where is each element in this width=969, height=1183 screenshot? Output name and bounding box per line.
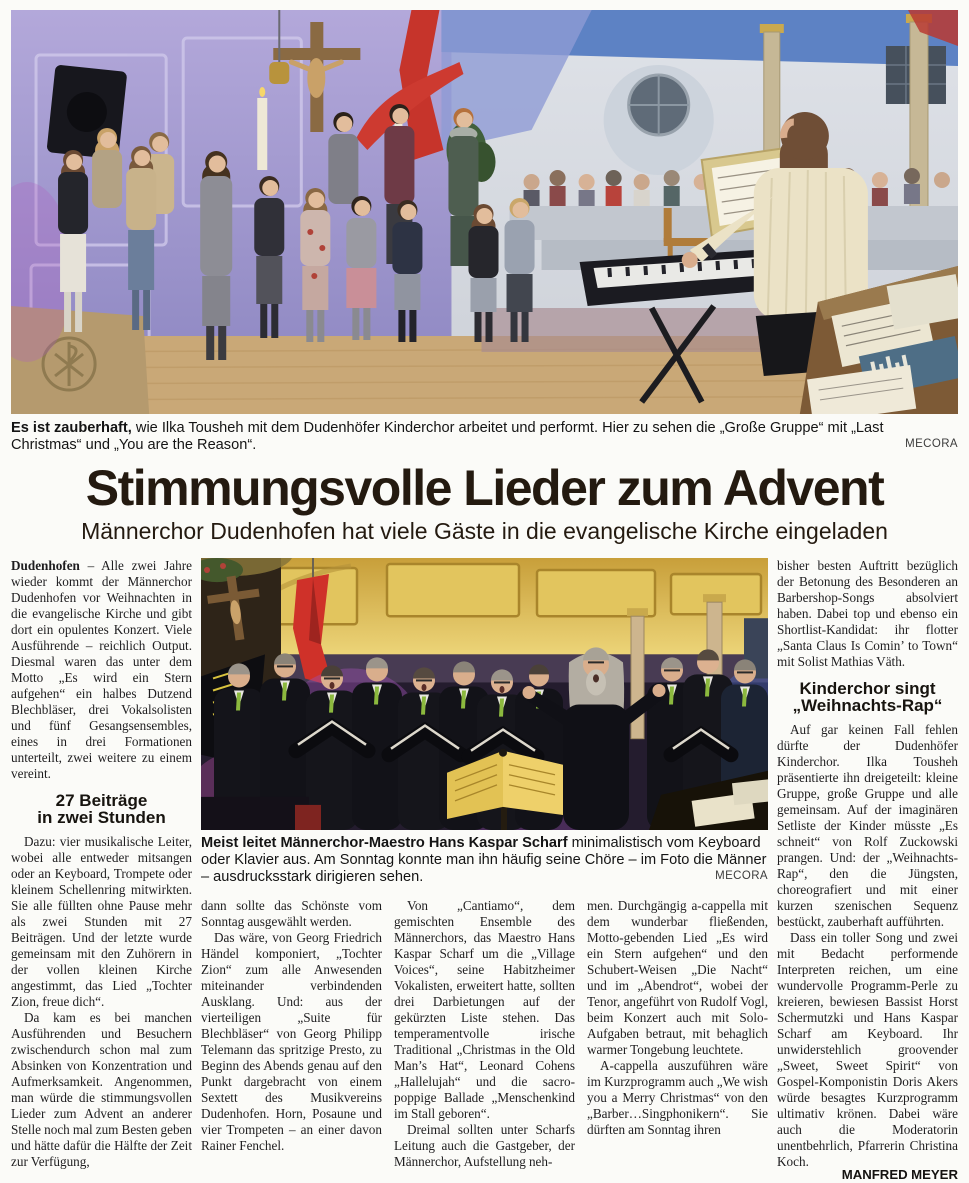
photo-credit: MECORA — [897, 436, 958, 453]
top-photo-caption — [11, 420, 958, 454]
paragraph: bisher besten Auftritt bezüglich der Betonung des Besonderen an Barbershop-Songs absolviert haben. Dabei top und ebenso ein Shortlist-Kandidat: ihr flotter „Santa Claus Is Comin’ to Town“ mit Solist Mathias Väth. — [777, 557, 958, 669]
section-subhead — [11, 792, 192, 826]
paragraph: Dazu: vier musikalische Leiter, wobei alle entweder mitsangen oder an Keyboard, Trompete oder kleinem Schellenring mitwirkten. Sie alle füllten ohne Pause mehr als zwei Stunden mit 27 Beiträgen. Und der letzte wurde gemeinsam mit den Zuhörern in der vollen kleinen Kirche angestimmt, das Lied „Tochter Zion, freue dich“. — [11, 833, 192, 1009]
column-1 — [11, 558, 192, 1183]
article-headline: Stimmungsvolle Lieder zum Advent — [85, 460, 884, 516]
middle-columns — [201, 898, 768, 1179]
caption-lead: Meist leitet Männerchor-Maestro Hans Kaspar Scharf — [201, 834, 568, 851]
top-photo-frame — [11, 10, 958, 414]
paragraph: Da kam es bei manchen Ausführenden und Besuchern zwischendurch schon mal zum Absinken von Konzentration und Aufmerksamkeit. Angenommen, man würde die stimmungsvollen Lieder zum Advent an anderer Stelle noch mal zum Besten geben und hätte dafür die Hälfte der Zeit zur Verfügung, — [11, 1009, 192, 1169]
dateline: Dudenhofen — [11, 557, 80, 573]
middle-section — [201, 558, 768, 1183]
paragraph-text: – Alle zwei Jahre wieder kommt der Männerchor Dudenhofen vor Weihnachten in die evangelische Kirche und gibt dort ein opulentes Konzert. Viele Ausführende – reichlich Output. Diesmal waren das unter dem Motto „Es wird ein Stern aufgehen“ ein halbes Dutzend Blechbläser, drei Vokalsolisten und fünf Gesangsensembles, eines in drei Formationen unterteilt, zwei weitere zu einem vereint. — [11, 557, 192, 781]
column-2 — [201, 898, 382, 1179]
choir-photo — [201, 558, 768, 886]
paragraph: Auf gar keinen Fall fehlen dürfte der Dudenhöfer Kinderchor. Ilka Tousheh präsentierte ihn dreigeteilt: kleine Gruppe, große Gruppe und alle gemeinsam. Auf der imaginären Setliste der Kinder müsste „Es schneit“ von Rolf Zuckowski prangen. Und: der „Weihnachts-Rap“, den die Jüngsten, choreografiert und mit einer kurzen szenischen Sequenz bestückt, zauberhaft aufführten. — [777, 721, 958, 929]
choir-photo-frame — [201, 558, 768, 830]
photo-credit: MECORA — [707, 868, 768, 885]
paragraph: dann sollte das Schönste vom Sonntag ausgewählt werden. — [201, 897, 382, 929]
maennerchor-illustration — [201, 558, 768, 830]
top-photo — [11, 10, 958, 454]
paragraph: Dass ein toller Song und zwei mit Bedacht performende Interpreten reichen, um eine wundervolle Programm-Perle zu kreieren, bewiesen Bassist Horst Schermutzki und Hans Kaspar Scharf am Keyboard. Ihr unwiderstehlich groovender „Sweet, Sweet Spirit“ von Gospel-Komponistin Doris Akers würde besagtes Kurzprogramm ultimativ krönen. Dabei wäre auch die Moderatorin unentbehrlich, Pfarrerin Christina Koch. — [777, 929, 958, 1169]
caption-lead: Es ist zauberhaft, — [11, 420, 132, 436]
subhead-line: „Weihnachts-Rap“ — [792, 695, 943, 715]
subhead-line: 27 Beiträge — [55, 790, 148, 810]
paragraph: men. Durchgängig a-cappella mit dem wunderbar fließenden, Motto-gebenden Lied „Es wird ein Stern aufgehen“ und den Schubert-Weisen „Die Nacht“ und im „Abendrot“, wobei der Tenor, angeführt von Rudolf Vogl, beim Konzert auch mit Solo-Aufgaben betraut, mit behaglich warmer Tongebung leuchtete. — [587, 897, 768, 1057]
article-body — [11, 558, 958, 1183]
column-3 — [394, 898, 575, 1179]
paragraph: Das wäre, von Georg Friedrich Händel komponiert, „Tochter Zion“ zum alle Anwesenden miteinander verbindenden Ausklang. Und: aus der vierteiligen „Suite für Blechbläser“ von Georg Philipp Telemann das spritzige Presto, zu Beginn des Abends genau auf den Punkt dargebracht von einem Sextett des Musikvereins Dudenhofen. Horn, Posaune und vier Trompeten – an einer davon Rainer Fenchel. — [201, 929, 382, 1153]
byline: MANFRED MEYER — [834, 1167, 958, 1183]
caption-text: wie Ilka Tousheh mit dem Dudenhöfer Kinderchor arbeitet und performt. Hier zu sehen die „Große Gruppe“ mit „Last Christmas“ und „You are the Reason“. — [11, 420, 884, 453]
paragraph: A-cappella auszuführen wäre im Kurzprogramm auch „We wish you a Merry Christmas“ von den „Barber…Singphonikern“. Sie dürften am Sonntag ihren — [587, 1057, 768, 1137]
caption-text: minimalistisch vom Keyboard oder Klavier aus. Am Sonntag konnte man ihn häufig seine Chöre – im Foto die Männer – ausdrucksstark dirigieren sehen. — [201, 834, 767, 885]
choir-photo-caption — [201, 835, 768, 886]
kinderchor-church-illustration — [11, 10, 958, 414]
column-4 — [587, 898, 768, 1179]
article-subheadline: Männerchor Dudenhofen hat viele Gäste in die evangelische Kirche eingeladen — [81, 518, 888, 544]
paragraph — [11, 558, 192, 782]
subhead-line: in zwei Stunden — [37, 807, 166, 827]
column-5 — [777, 558, 958, 1183]
subhead-line: Kinderchor singt — [799, 678, 936, 698]
paragraph: Dreimal sollten unter Scharfs Leitung auch die Gastgeber, der Männerchor, Aufstellung neh- — [394, 1121, 575, 1169]
section-subhead — [777, 680, 958, 714]
paragraph: Von „Cantiamo“, dem gemischten Ensemble des Männerchors, das Maestro Hans Kaspar Scharf um die „Village Voices“, seine Habitzheimer Vokalisten, erweitert hatte, sollten drei Darbietungen auf der gekürzten Liste stehen. Das temperamentvolle irische Traditional „Christmas in the Old Man’s Hat“, Leonard Cohens „Hallelujah“ und die sacro-poppige Ballade „Menschenkind im Stall geboren“. — [394, 897, 575, 1121]
